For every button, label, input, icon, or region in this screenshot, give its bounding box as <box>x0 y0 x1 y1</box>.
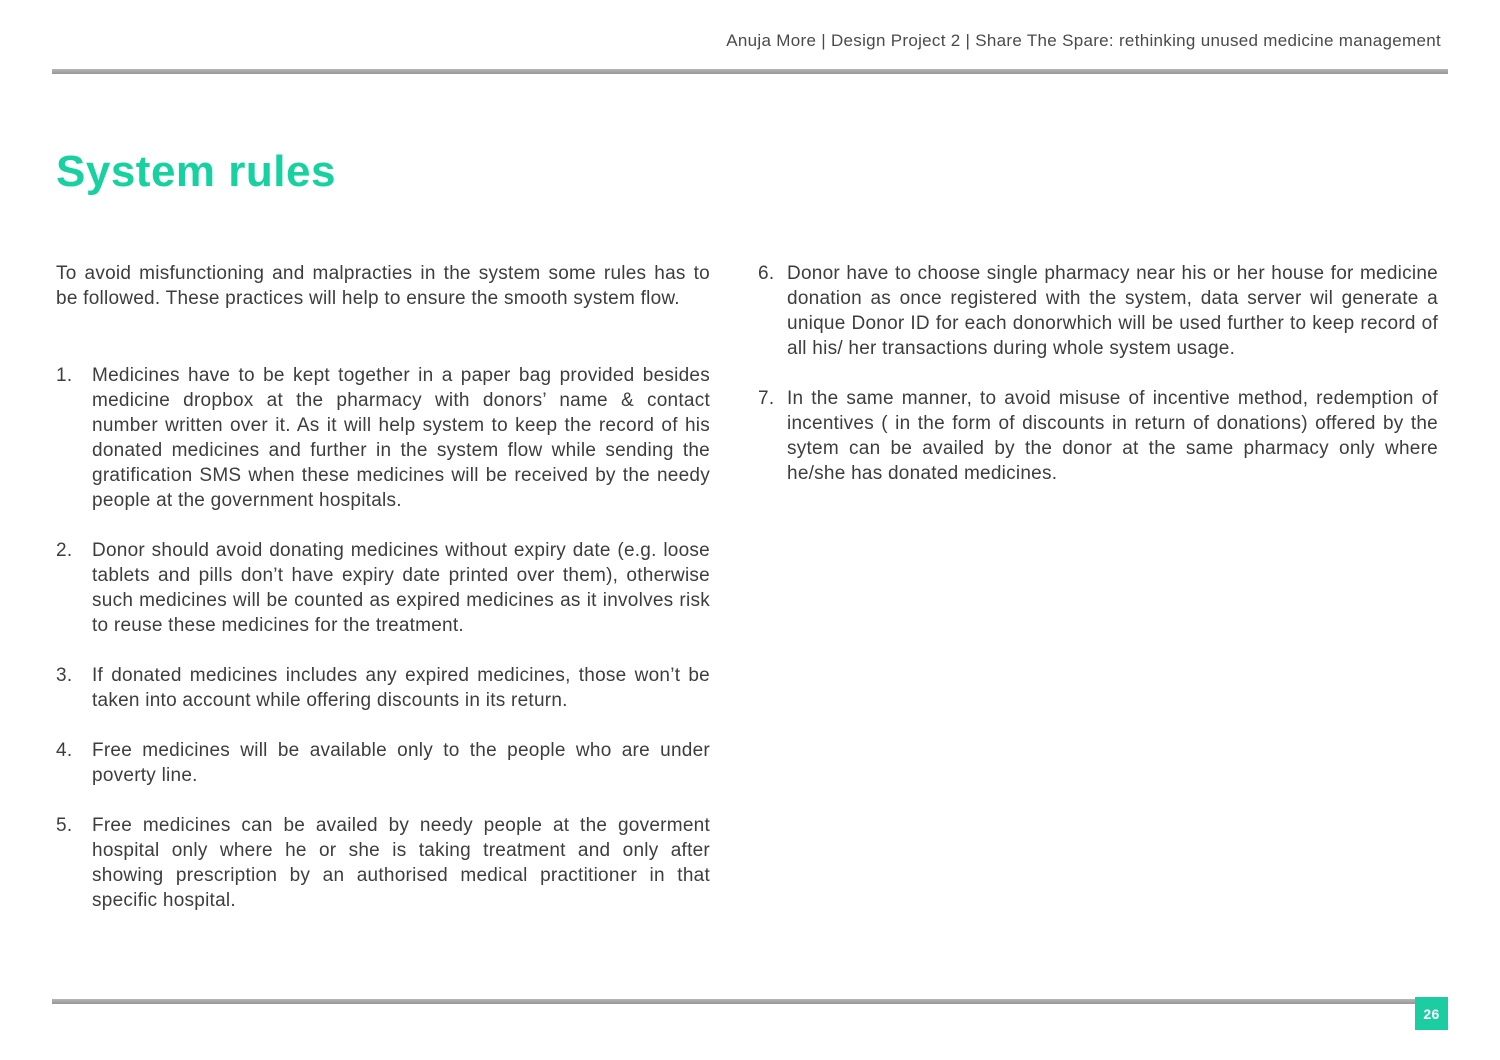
list-item-text: Medicines have to be kept together in a paper bag provided besides medicine dropbox at the pharmacy with donors’ name & contact number written over it. As it will help system to keep the record of his donated medicines and further in the system flow while sending the gratification SMS when these medicines will be received by the needy people at the government hospitals. <box>92 365 710 511</box>
list-item-number: 1. <box>56 365 73 386</box>
list-item-text: If donated medicines includes any expired medicines, those won’t be taken into account while offering discounts in its return. <box>92 665 710 711</box>
intro-paragraph: To avoid misfunctioning and malpracties in the system some rules has to be followed. These practices will help to ensure the smooth system flow. <box>56 263 710 309</box>
list-item <box>56 813 710 913</box>
list-item-number: 2. <box>56 540 73 561</box>
list-item <box>56 538 710 638</box>
list-item-number: 3. <box>56 665 73 686</box>
header-title: Anuja More | Design Project 2 | Share The Spare: rethinking unused medicine management <box>726 31 1441 50</box>
page-title: System rules <box>56 147 336 196</box>
list-item-text: Free medicines will be available only to the people who are under poverty line. <box>92 740 710 786</box>
list-item-number: 4. <box>56 740 73 761</box>
page-number-badge: 26 <box>1415 997 1448 1030</box>
list-item-number: 6. <box>758 263 775 284</box>
list-item <box>56 663 710 713</box>
right-column <box>758 261 1438 486</box>
list-item <box>758 261 1438 361</box>
list-item-text: Donor have to choose single pharmacy near his or her house for medicine donation as once registered with the system, data server wil generate a unique Donor ID for each donorwhich will be used further to keep record of all his/ her transactions during whole system usage. <box>787 263 1438 359</box>
list-item <box>758 386 1438 486</box>
list-item <box>56 738 710 788</box>
list-item-text: In the same manner, to avoid misuse of incentive method, redemption of incentives ( in the form of discounts in return of donations) offered by the sytem can be availed by the donor at the same pharmacy only where he/she has donated medicines. <box>787 388 1438 484</box>
rules-list-right <box>758 261 1438 486</box>
list-item-text: Free medicines can be availed by needy people at the goverment hospital only where he or she is taking treatment and only after showing prescription by an authorised medical practitioner in that specific hospital. <box>92 815 710 911</box>
list-item <box>56 363 710 513</box>
header-divider <box>52 69 1448 74</box>
footer-divider <box>52 999 1415 1004</box>
rules-list-left <box>56 363 710 913</box>
left-column <box>56 261 710 913</box>
list-item-number: 7. <box>758 388 775 409</box>
list-item-text: Donor should avoid donating medicines without expiry date (e.g. loose tablets and pills don’t have expiry date printed over them), otherwise such medicines will be counted as expired medicines as it involves risk to reuse these medicines for the treatment. <box>92 540 710 636</box>
list-item-number: 5. <box>56 815 73 836</box>
